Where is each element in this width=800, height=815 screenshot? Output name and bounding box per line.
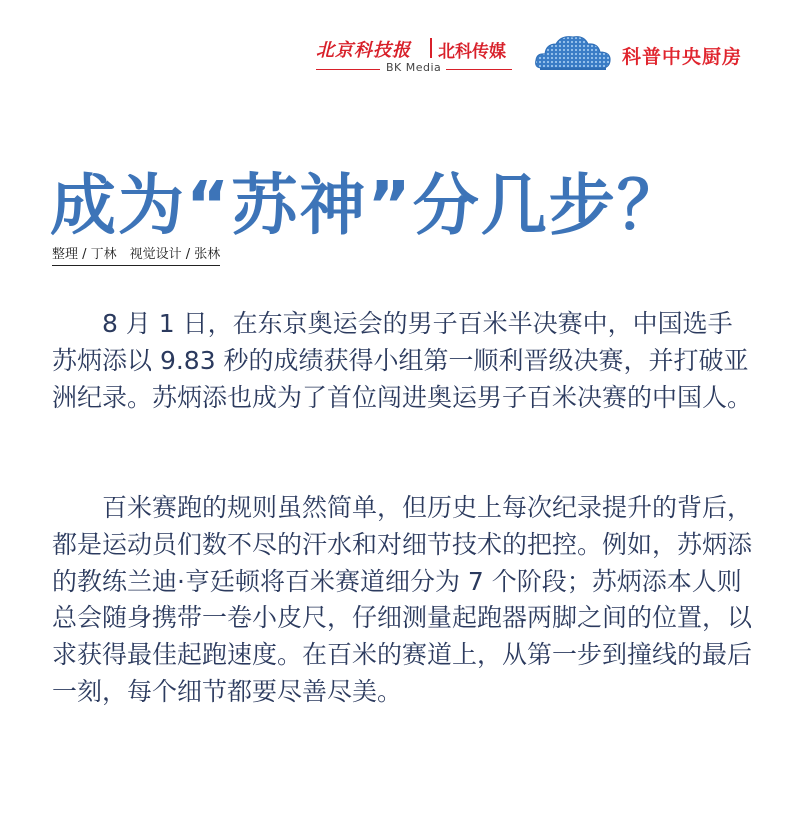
article-paragraph-2: 百米赛跑的规则虽然简单，但历史上每次纪录提升的背后，都是运动员们数不尽的汗水和对细节技术的把控。例如，苏炳添的教练兰迪·亨廷顿将百米赛道细分为 7 个阶段；苏炳添本人则总会随身携带一卷小皮尺，仔细测量起跑器两脚之间的位置，以求获得最佳起跑速度。在百米的赛道上，从第一步到撞线的最后一刻，每个细节都要尽善尽美。	[52, 493, 753, 706]
article-title: 成为“苏神”分几步？	[50, 167, 685, 245]
bk-media-logo	[316, 36, 516, 76]
brand-divider	[430, 38, 432, 58]
article-paragraph-1: 8 月 1 日，在东京奥运会的男子百米半决赛中，中国选手苏炳添以 9.83 秒的成绩获得小组第一顺利晋级决赛，并打破亚洲纪录。苏炳添也成为了首位闯进奥运男子百米决赛的中国人。	[52, 309, 753, 412]
brand-name-cn2: 北科传媒	[438, 42, 506, 62]
header	[316, 30, 776, 80]
article-credits: 整理 / 丁林 视觉设计 / 张林	[52, 243, 220, 266]
brand-name-en: BK Media	[386, 61, 442, 74]
partner-name: 科普中央厨房	[622, 46, 743, 68]
brand-underline-right	[446, 69, 512, 70]
brand-underline-left	[316, 69, 380, 70]
brand-name-cn: 北京科技报	[316, 40, 411, 61]
cloud-icon	[534, 32, 612, 72]
